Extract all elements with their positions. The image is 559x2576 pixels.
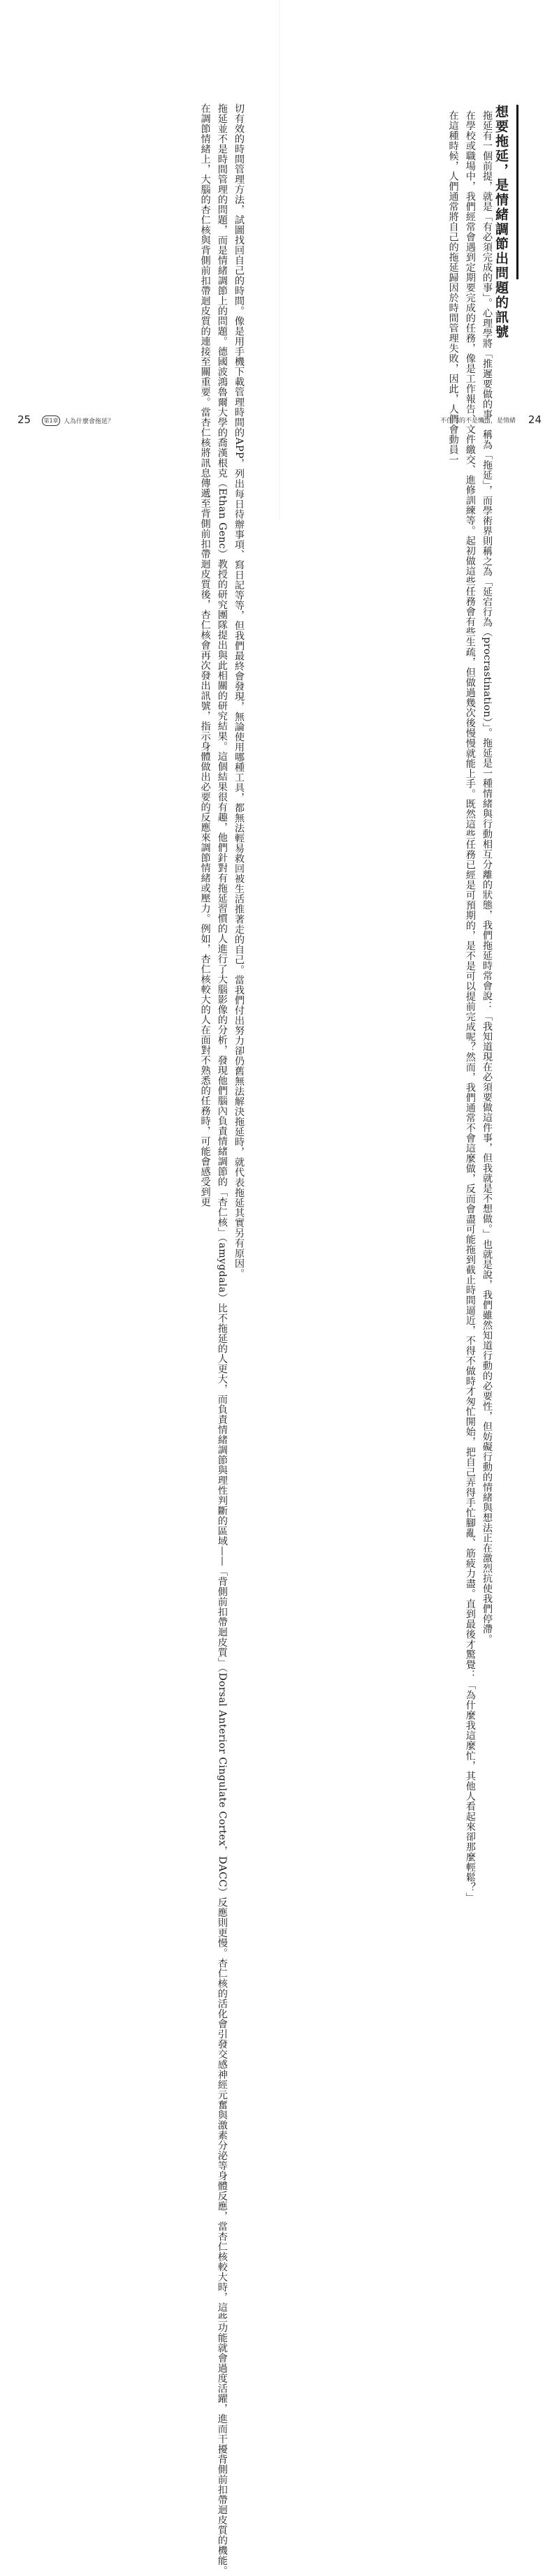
page-number: 24 <box>528 413 542 426</box>
section-heading: 想要拖延，是情緒調節出問題的訊號 <box>491 105 518 279</box>
running-head <box>42 415 114 426</box>
paragraph: 拖延有一個前提，就是「有必須完成的事」。心理學將「推遲要做的事」稱為「拖延」，而學術界則稱之為「延宕行為（procrastination）」。拖延是一種情緒與行動相互分離的狀態，我們拖延時常會說：「我知道現在必須要做這件事，但我就是不想做。」也就是說，我們雖然知道行動的必要性，但妨礙行動的情緒與想法正在激烈抗使我們停滯。 <box>481 110 493 1644</box>
paragraph: 在調節情緒上，大腦的杏仁核與背側前扣帶迴皮質的連接至關重要。當杏仁核將訊息傳遞至背側前扣帶迴皮質後，杏仁核會再次發出訊號，指示身體做出必要的反應來調節情緒或壓力。例如，杏仁核較大的人在面對不熟悉的任務時，可能會感受到更 <box>199 103 211 1207</box>
running-head: 不住你的不是懶惰，是情緒 <box>440 418 516 425</box>
right-page <box>280 0 559 1903</box>
running-head-title: 人為什麼會拖延？ <box>64 418 115 425</box>
chapter-badge: 第1章 <box>42 415 60 426</box>
paragraph: 在這種時候，人們通常將自己的拖延歸因於時間管理失敗，因此，人們會動員一 <box>447 110 459 465</box>
paragraph: 在學校或職場中，我們經常會遇到定期要完成的任務，像是工作報告、文件繳交、進修訓練等。起初做這些任務會有些生疏，但做過幾次後慢慢就能上手。既然這些任務已經是可預期的，是不是可以提前完成呢？然而，我們通常不會這麼做，反而會盡可能拖到截止時間逼近，不得不做時才匆忙開始，把自己弄得手忙腳亂、筋疲力盡。直到最後才驚覺：「為什麼我這麼忙，其他人看起來卻那麼輕鬆？」 <box>464 110 476 1903</box>
paragraph: 切有效的時間管理方法，試圖找回自己的時間。像是用手機下載管理時間的APP，列出每日待辦事項、寫日記等等，但我們最終會發現，無論使用哪種工具，都無法輕易救回被生活推著走的自己。當我們付出努力卻仍舊無法解決拖延時，就代表拖延其實另有原因。 <box>233 103 245 1279</box>
paragraph: 拖延並不是時間管理的問題，而是情緒調節上的問題。德國波鴻魯爾大學的喬漢根克（Ethan Genc）教授的研究團隊提出與此相關的研究結果。這個結果很有趣，他們針對有拖延習慣的人進行了大腦影像的分析，發現他們腦內負責情緒調節的「杏仁核」（amygdala）比不拖延的人更大，而負責情緒調節與理性判斷的區域——「背側前扣帶迴皮質」（Dorsal Anterior Cingulate Cortex，DACC）反應則更慢。杏仁核的活化會引發交感神經元奮與激素分泌等身體反應，當杏仁核較大時，這些功能就會過度活躍，進而干擾背側前扣帶迴皮質的機能。 <box>216 103 228 2576</box>
page-number: 25 <box>17 413 31 426</box>
